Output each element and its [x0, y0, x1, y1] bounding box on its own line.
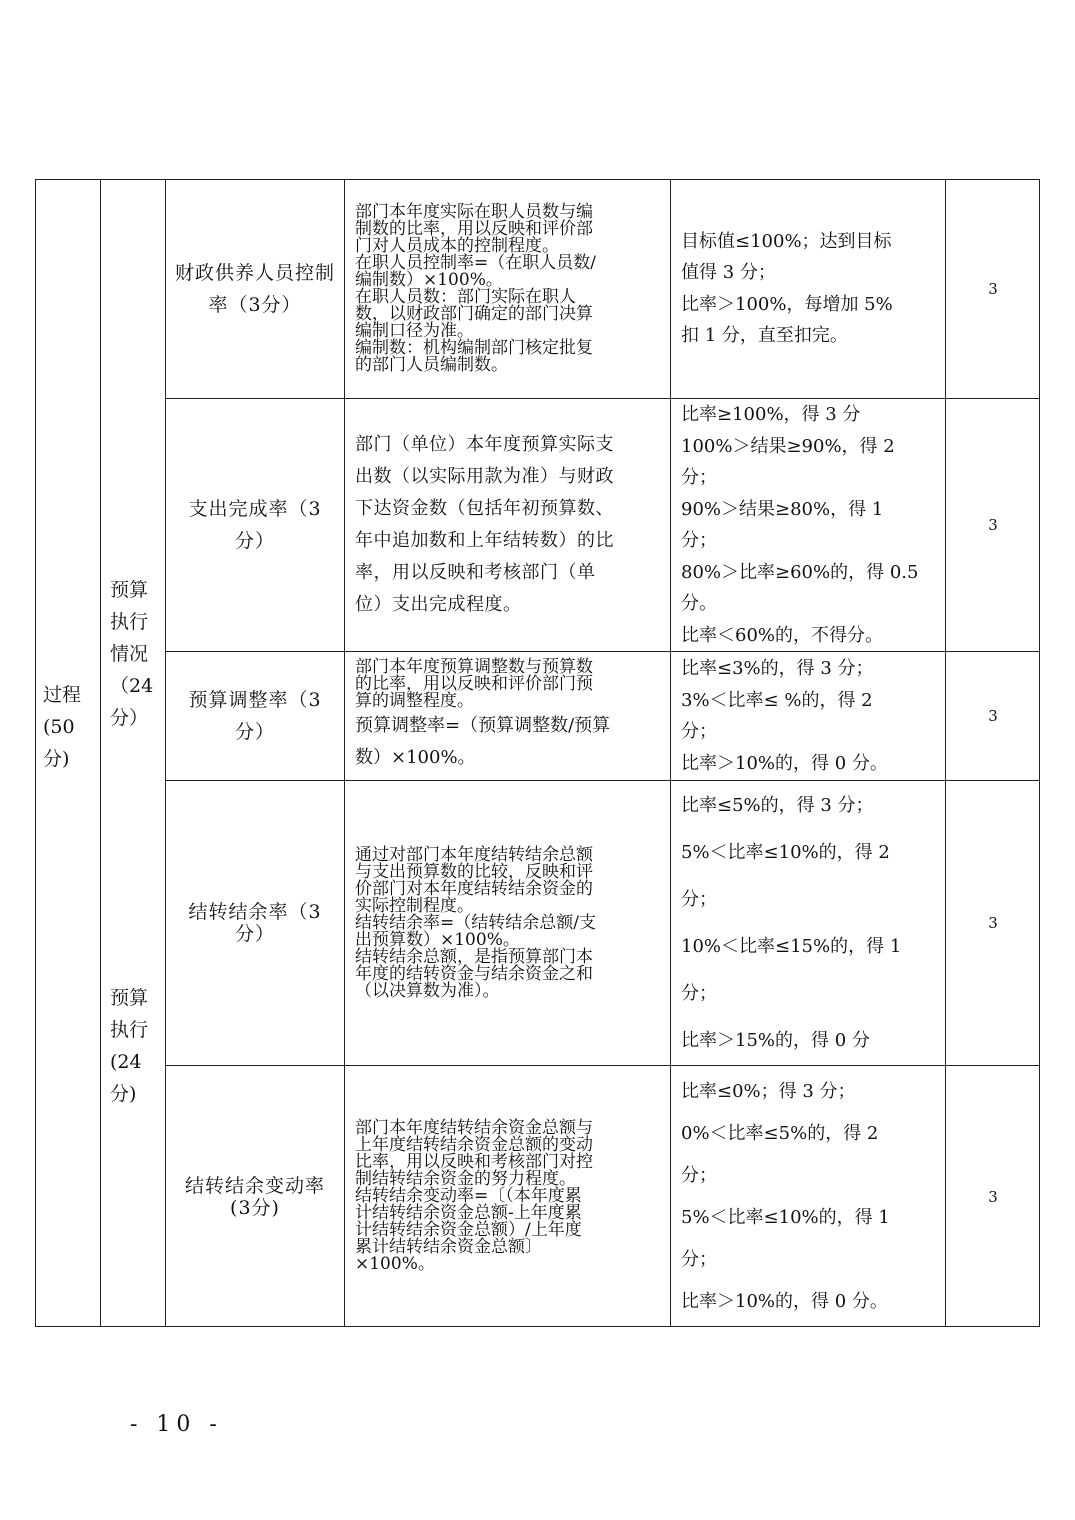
- row-2-description: 部门（单位）本年度预算实际支 出数（以实际用款为准）与财政 下达资金数（包括年初预算数、 年中追加数和上年结转数）的比 率，用以反映和考核部门（单 位）支出完成程度。: [355, 434, 614, 615]
- row-3-score: 3: [988, 707, 998, 725]
- level1-label: 过程 (50 分): [43, 684, 82, 770]
- row-4-name: 结转结余率（3分）: [188, 901, 322, 945]
- row-3-name: 预算调整率（3分）: [188, 689, 322, 743]
- row-1-score: 3: [988, 279, 998, 298]
- row-5-score: 3: [988, 1187, 998, 1206]
- row-1-criteria: 目标值≤100%；达到目标 值得 3 分； 比率＞100%，每增加 5% 扣 1 分，直至扣完。: [681, 230, 893, 346]
- row-4-score: 3: [988, 914, 998, 932]
- row-1-name: 财政供养人员控制率（3分）: [175, 261, 336, 316]
- level2-label-upper: 预算 执行 情况 （24 分）: [110, 579, 154, 729]
- page-number: - 10 -: [130, 1412, 223, 1437]
- row-2-score: 3: [988, 516, 998, 534]
- row-5-name: 结转结余变动率(3分): [184, 1174, 325, 1219]
- row-2-name: 支出完成率（3分）: [188, 498, 322, 552]
- evaluation-table: [35, 179, 1040, 1327]
- row-5-criteria: 比率≤0%；得 3 分； 0%＜比率≤5%的，得 2 分； 5%＜比率≤10%的，得 1 分； 比率＞10%的，得 0 分。: [681, 1080, 890, 1312]
- level2-label-lower: 预算 执行 (24 分): [110, 987, 149, 1105]
- row-3-description: 部门本年度预算调整数与预算数 的比率，用以反映和评价部门预 算的调整程度。 预算调整率=（预算调整数/预算 数）×100%。: [355, 656, 611, 768]
- row-3-criteria: 比率≤3%的，得 3 分； 3%＜比率≤ %的，得 2 分； 比率＞10%的，得 0 分。: [681, 658, 888, 774]
- row-4-description: 通过对部门本年度结转结余总额 与支出预算数的比较，反映和评 价部门对本年度结转结余资金的 实际控制程度。 结转结余率=（结转结余总额/支 出预算数）×100%。 结转结余总额，是指预算部门本 年度的结转资金与结余资金之和 （以决算数为准）。: [355, 844, 596, 1001]
- level2-column-border: [100, 179, 166, 1327]
- row-4-criteria: 比率≤5%的，得 3 分； 5%＜比率≤10%的，得 2 分； 10%＜比率≤15%的，得 1 分； 比率＞15%的，得 0 分: [681, 795, 902, 1051]
- row-2-criteria: 比率≥100%，得 3 分 100%＞结果≥90%，得 2 分； 90%＞结果≥80%，得 1 分； 80%＞比率≥60%的，得 0.5 分。 比率＜60%的，不得分。: [681, 404, 919, 646]
- row-1-description: 部门本年度实际在职人员数与编 制数的比率，用以反映和评价部 门对人员成本的控制程度。 在职人员控制率=（在职人员数/ 编制数）×100%。 在职人员数：部门实际在职人 数，以财政部门确定的部门决算 编制口径为准。 编制数：机构编制部门核定批复 的部门人员编制数。: [355, 201, 596, 375]
- row-5-description: 部门本年度结转结余资金总额与 上年度结转结余资金总额的变动 比率，用以反映和考核部门对控 制结转结余资金的努力程度。 结转结余变动率=〔（本年度累 计结转结余资金总额-上年度累 计结转结余资金总额）/上年度 累计结转结余资金总额〕 ×100%。: [355, 1118, 593, 1274]
